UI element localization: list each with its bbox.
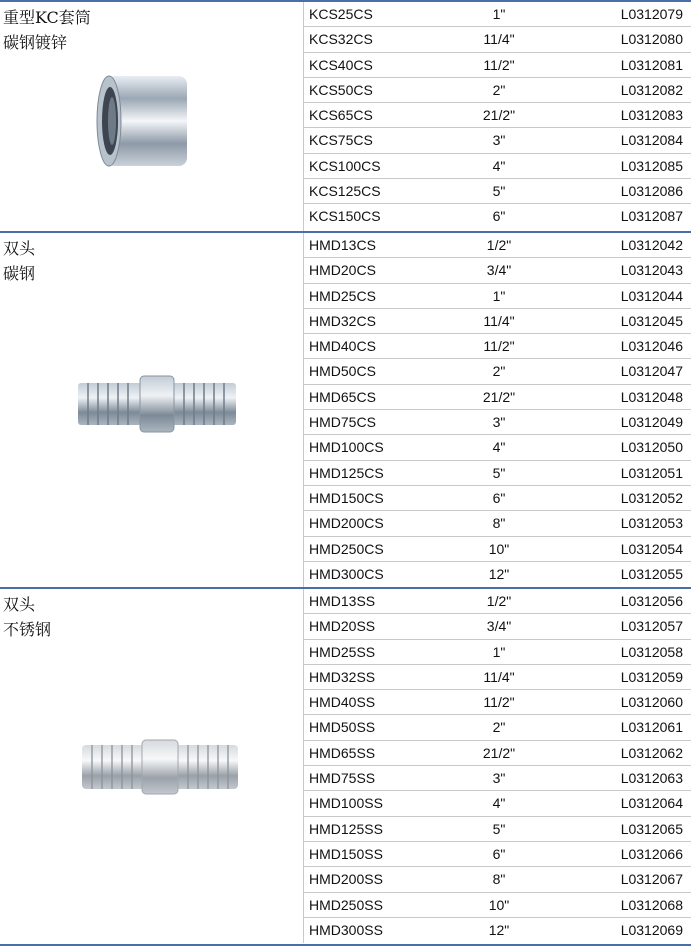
size: 2" xyxy=(492,363,506,380)
size: 5" xyxy=(492,183,506,200)
size: 11/2" xyxy=(483,338,515,355)
order-code: L0312047 xyxy=(620,363,683,380)
size: 1" xyxy=(492,643,506,660)
part-number: HMD150CS xyxy=(309,489,384,506)
part-number: KCS100CS xyxy=(309,157,381,174)
part-number: HMD40CS xyxy=(309,338,376,355)
size: 11/4" xyxy=(483,312,515,329)
table-row xyxy=(304,128,691,153)
table-row xyxy=(304,690,691,715)
table-row xyxy=(304,53,691,78)
group-title-line: 重型KC套筒 xyxy=(3,8,91,27)
order-code: L0312050 xyxy=(620,439,683,456)
order-code: L0312042 xyxy=(620,237,683,253)
order-code: L0312055 xyxy=(620,565,683,582)
part-number: KCS125CS xyxy=(309,183,381,200)
table-row xyxy=(304,715,691,740)
table-row xyxy=(304,589,691,614)
table-row xyxy=(304,461,691,486)
table-row xyxy=(304,918,691,943)
size: 2" xyxy=(492,81,506,98)
order-code: L0312079 xyxy=(620,6,683,22)
size: 8" xyxy=(492,515,506,532)
product-group-hmd-stainless xyxy=(0,589,691,943)
part-number: HMD20CS xyxy=(309,262,376,279)
order-code: L0312067 xyxy=(620,871,683,888)
group-title xyxy=(3,236,293,286)
size: 6" xyxy=(492,208,506,225)
order-code: L0312062 xyxy=(620,744,683,761)
order-code: L0312044 xyxy=(620,287,683,304)
table-row xyxy=(304,410,691,435)
size: 2" xyxy=(492,719,506,736)
part-number: HMD150SS xyxy=(309,845,383,862)
part-number: KCS75CS xyxy=(309,132,373,149)
table-row xyxy=(304,359,691,384)
group-title-line: 碳钢 xyxy=(3,264,36,283)
rows-group-2 xyxy=(304,233,691,587)
part-number: HMD300SS xyxy=(309,921,383,938)
part-number: HMD50CS xyxy=(309,363,376,380)
part-number: HMD13SS xyxy=(309,593,376,609)
table-row xyxy=(304,766,691,791)
group-title xyxy=(3,5,293,55)
order-code: L0312057 xyxy=(620,618,683,635)
part-number: KCS150CS xyxy=(309,208,381,225)
coupling-sleeve-icon xyxy=(95,74,191,168)
group-title-line: 双头 xyxy=(3,595,36,614)
table-row xyxy=(304,486,691,511)
part-number: HMD25SS xyxy=(309,643,376,660)
part-number: HMD250CS xyxy=(309,540,384,557)
bottom-rule xyxy=(0,944,691,946)
order-code: L0312048 xyxy=(620,388,683,405)
size: 21/2" xyxy=(482,388,516,405)
table-row xyxy=(304,78,691,103)
table-row xyxy=(304,179,691,204)
size: 3" xyxy=(492,132,506,149)
size: 5" xyxy=(492,820,506,837)
group-title-line: 不锈钢 xyxy=(3,620,52,639)
size: 12" xyxy=(488,565,510,582)
table-row xyxy=(304,309,691,334)
hose-mender-stainless-icon xyxy=(80,737,240,797)
size: 1" xyxy=(492,287,506,304)
size: 1/2" xyxy=(486,237,512,253)
size: 12" xyxy=(488,921,510,938)
size: 4" xyxy=(492,795,506,812)
part-number: KCS25CS xyxy=(309,6,373,22)
table-row xyxy=(304,154,691,179)
size: 11/2" xyxy=(483,56,515,73)
size: 5" xyxy=(492,464,506,481)
order-code: L0312083 xyxy=(620,107,683,124)
part-number: HMD20SS xyxy=(309,618,376,635)
part-number: HMD25CS xyxy=(309,287,376,304)
size: 10" xyxy=(488,896,510,913)
order-code: L0312082 xyxy=(620,81,683,98)
size: 3" xyxy=(492,770,506,787)
order-code: L0312061 xyxy=(620,719,683,736)
order-code: L0312063 xyxy=(620,770,683,787)
part-number: HMD200CS xyxy=(309,515,384,532)
order-code: L0312045 xyxy=(620,312,683,329)
order-code: L0312064 xyxy=(620,795,683,812)
order-code: L0312059 xyxy=(620,668,683,685)
size: 4" xyxy=(492,439,506,456)
part-number: KCS40CS xyxy=(309,56,373,73)
order-code: L0312066 xyxy=(620,845,683,862)
order-code: L0312053 xyxy=(620,515,683,532)
order-code: L0312060 xyxy=(620,694,683,711)
table-row xyxy=(304,204,691,229)
table-row xyxy=(304,258,691,283)
table-row xyxy=(304,562,691,587)
size: 3" xyxy=(492,414,506,431)
size: 4" xyxy=(492,157,506,174)
size: 21/2" xyxy=(482,107,516,124)
order-code: L0312080 xyxy=(620,31,683,48)
table-row xyxy=(304,103,691,128)
table-row xyxy=(304,665,691,690)
size: 10" xyxy=(488,540,510,557)
size: 11/4" xyxy=(483,31,515,48)
product-group-hmd-carbon xyxy=(0,233,691,587)
table-row xyxy=(304,791,691,816)
size: 6" xyxy=(492,489,506,506)
table-row xyxy=(304,2,691,27)
order-code: L0312051 xyxy=(620,464,683,481)
order-code: L0312046 xyxy=(620,338,683,355)
table-row xyxy=(304,385,691,410)
part-number: HMD100CS xyxy=(309,439,384,456)
size: 11/2" xyxy=(483,694,515,711)
order-code: L0312068 xyxy=(620,896,683,913)
table-row xyxy=(304,817,691,842)
rows-group-1 xyxy=(304,2,691,230)
order-code: L0312052 xyxy=(620,489,683,506)
product-group-kc-sleeve xyxy=(0,2,691,231)
part-number: HMD32CS xyxy=(309,312,376,329)
size: 1/2" xyxy=(486,593,512,609)
part-number: KCS65CS xyxy=(309,107,373,124)
table-row xyxy=(304,27,691,52)
order-code: L0312069 xyxy=(620,921,683,938)
table-row xyxy=(304,233,691,258)
order-code: L0312084 xyxy=(620,132,683,149)
part-number: HMD50SS xyxy=(309,719,376,736)
size: 6" xyxy=(492,845,506,862)
part-number: HMD125SS xyxy=(309,820,383,837)
size: 1" xyxy=(492,6,506,22)
table-row xyxy=(304,842,691,867)
table-row xyxy=(304,435,691,460)
part-number: HMD65CS xyxy=(309,388,376,405)
part-number: HMD40SS xyxy=(309,694,376,711)
size: 21/2" xyxy=(482,744,516,761)
part-number: HMD65SS xyxy=(309,744,376,761)
size: 3/4" xyxy=(486,618,512,635)
order-code: L0312081 xyxy=(620,56,683,73)
table-row xyxy=(304,511,691,536)
order-code: L0312085 xyxy=(620,157,683,174)
order-code: L0312058 xyxy=(620,643,683,660)
group-title-line: 双头 xyxy=(3,239,36,258)
part-number: HMD125CS xyxy=(309,464,384,481)
table-row xyxy=(304,741,691,766)
size: 3/4" xyxy=(486,262,512,279)
order-code: L0312065 xyxy=(620,820,683,837)
part-number: HMD32SS xyxy=(309,668,376,685)
table-row xyxy=(304,893,691,918)
part-number: HMD250SS xyxy=(309,896,383,913)
order-code: L0312086 xyxy=(620,183,683,200)
order-code: L0312054 xyxy=(620,540,683,557)
group-title xyxy=(3,592,293,642)
table-row xyxy=(304,614,691,639)
part-number: HMD300CS xyxy=(309,565,384,582)
group-title-line: 碳钢镀锌 xyxy=(3,33,68,52)
part-number: KCS32CS xyxy=(309,31,373,48)
order-code: L0312087 xyxy=(620,208,683,225)
part-number: HMD200SS xyxy=(309,871,383,888)
table-row xyxy=(304,537,691,562)
part-number: HMD13CS xyxy=(309,237,376,253)
rows-group-3 xyxy=(304,589,691,943)
table-row xyxy=(304,640,691,665)
order-code: L0312049 xyxy=(620,414,683,431)
table-row xyxy=(304,867,691,892)
table-row xyxy=(304,334,691,359)
part-number: HMD100SS xyxy=(309,795,383,812)
table-row xyxy=(304,284,691,309)
size: 8" xyxy=(492,871,506,888)
order-code: L0312043 xyxy=(620,262,683,279)
hose-mender-carbon-icon xyxy=(76,373,238,435)
size: 11/4" xyxy=(483,668,515,685)
part-number: HMD75CS xyxy=(309,414,376,431)
part-number: KCS50CS xyxy=(309,81,373,98)
order-code: L0312056 xyxy=(620,593,683,609)
part-number: HMD75SS xyxy=(309,770,376,787)
